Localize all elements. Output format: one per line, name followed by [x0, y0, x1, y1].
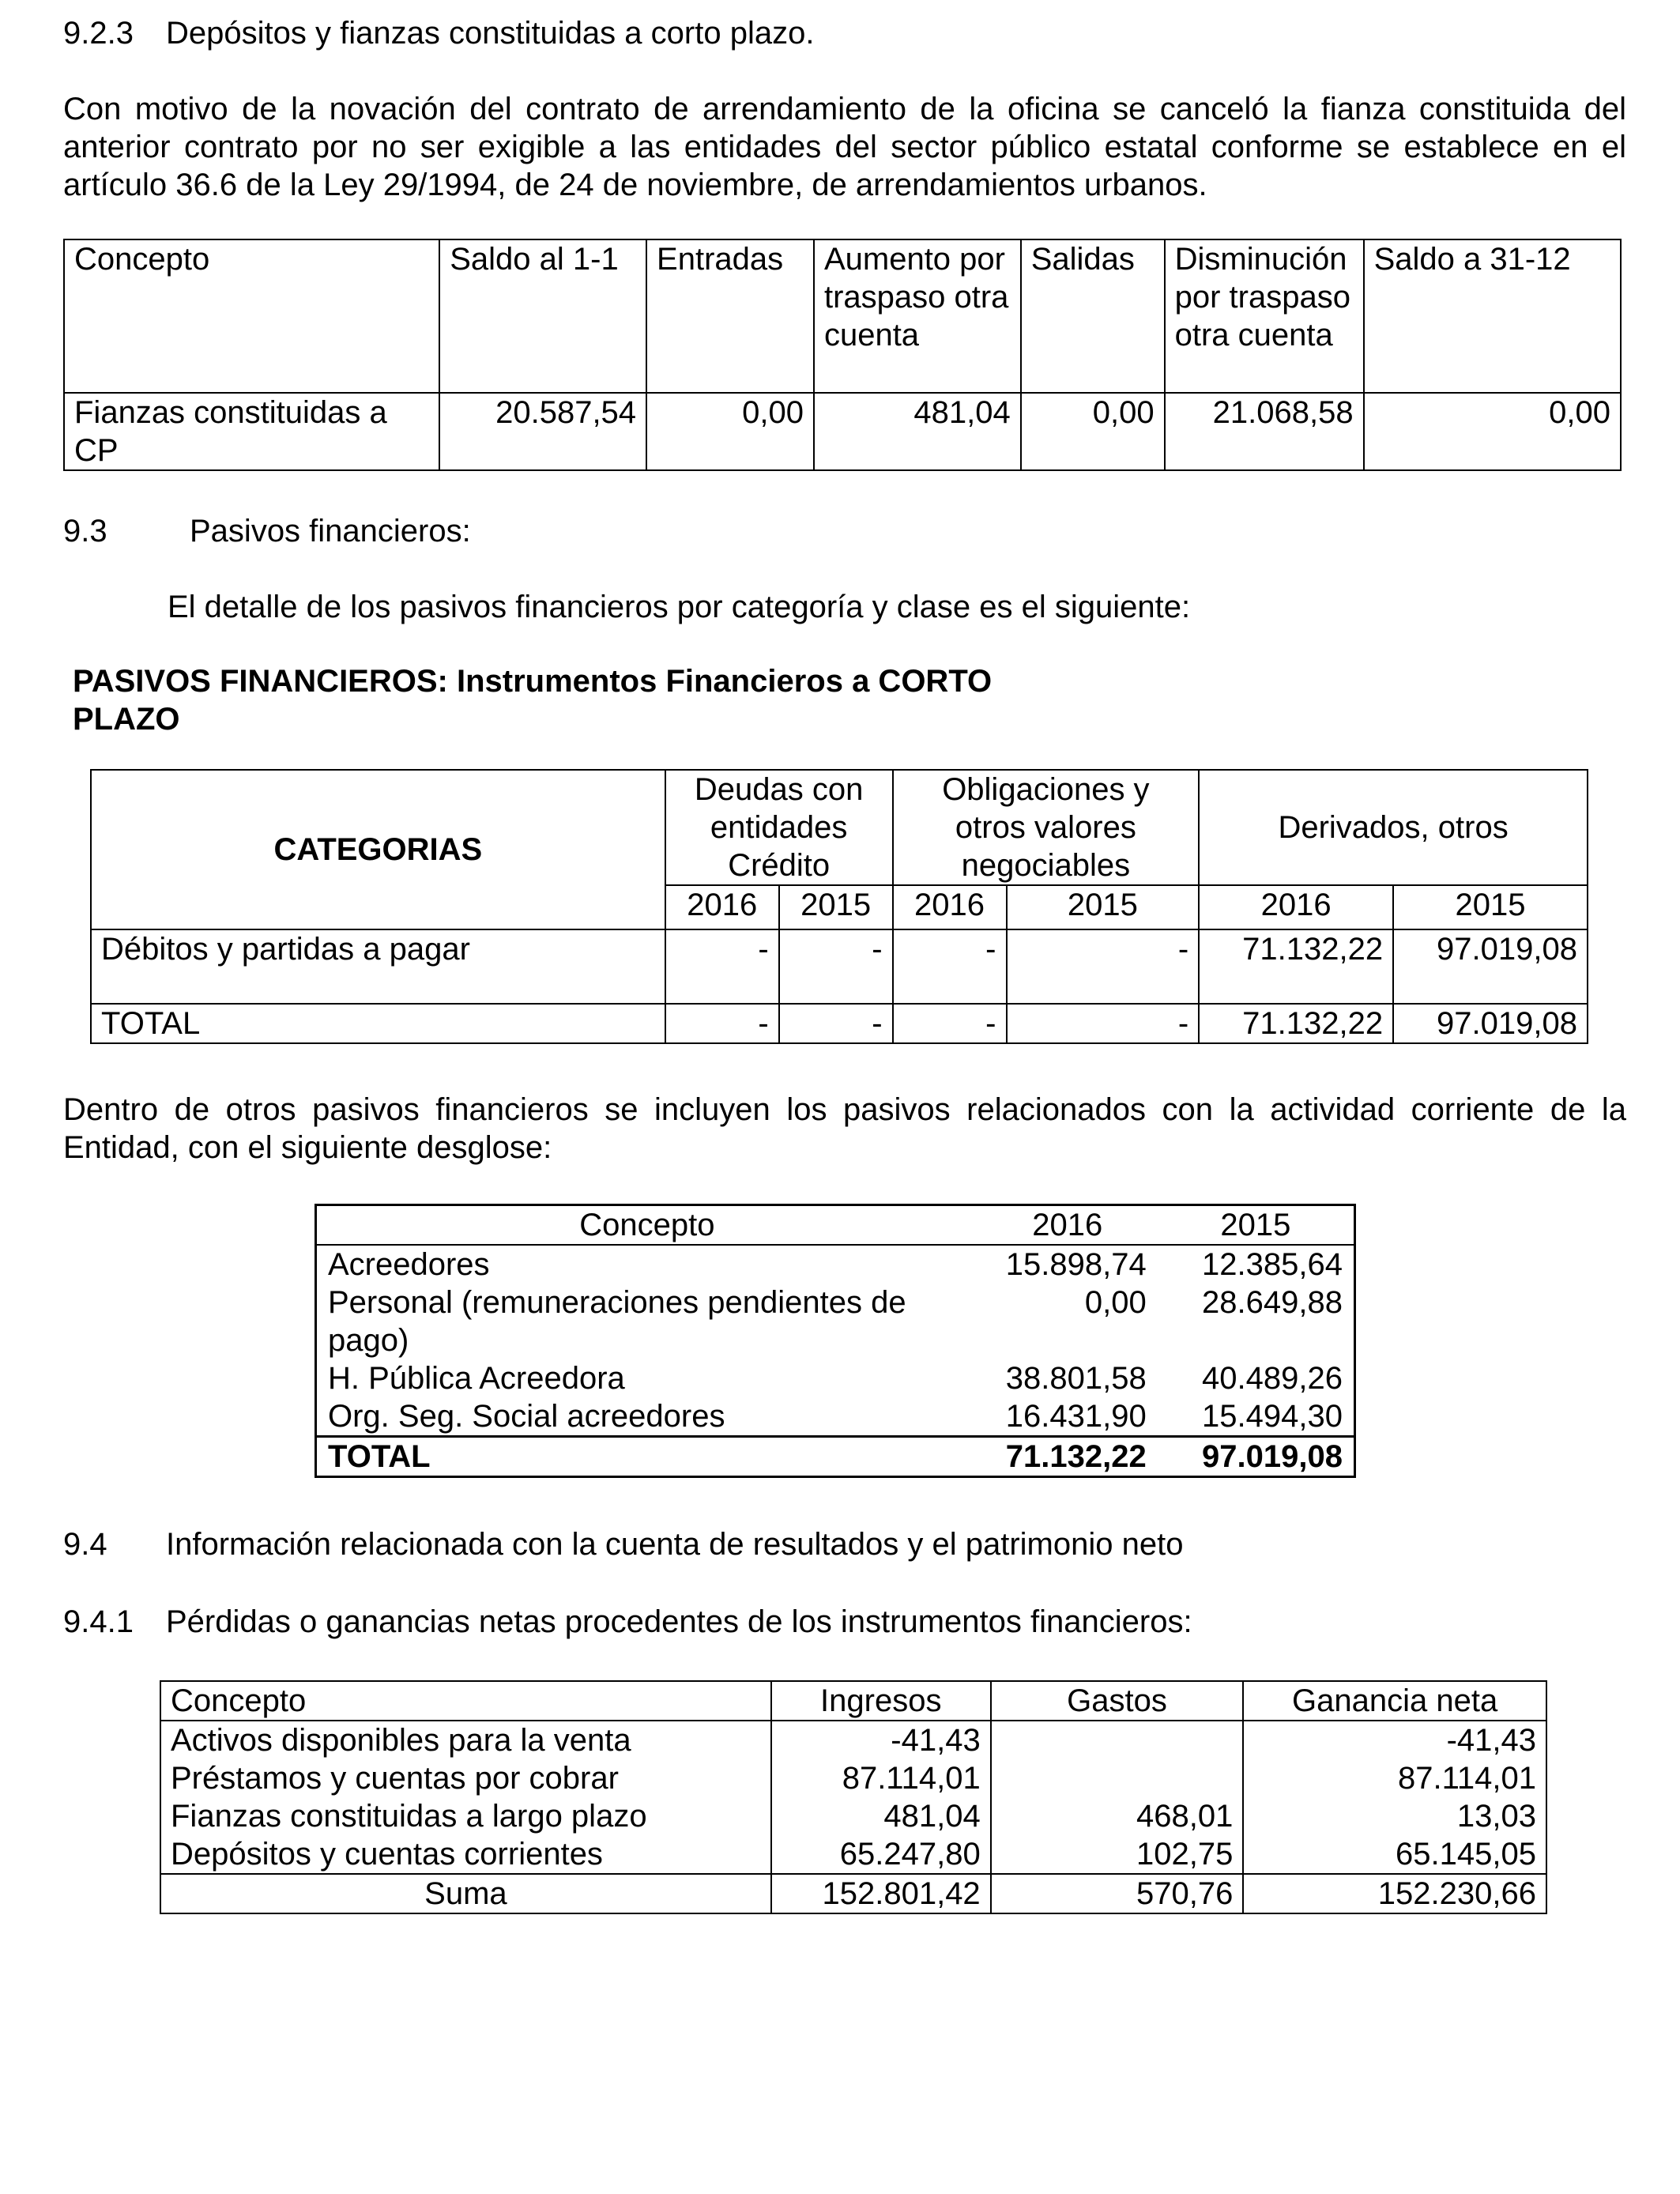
table-row — [316, 1245, 1355, 1284]
section-title: Pérdidas o ganancias netas procedentes de los instrumentos financieros: — [166, 1604, 1192, 1639]
table-header-row — [91, 770, 1588, 885]
header-cell: Concepto — [160, 1681, 771, 1721]
cell: 65.145,05 — [1243, 1835, 1546, 1874]
paragraph-detalle: El detalle de los pasivos financieros por categoría y clase es el siguiente: — [168, 590, 1191, 624]
cell: 0,00 — [1084, 1285, 1147, 1320]
header-cell: Saldo al 1-1 — [439, 239, 646, 393]
header-cell: Concepto — [64, 239, 439, 393]
header-cell: Saldo a 31-12 — [1364, 239, 1621, 393]
table-header-row — [64, 239, 1621, 393]
section-number: 9.2.3 — [63, 16, 134, 51]
sum-row — [160, 1874, 1546, 1913]
fianzas-table — [63, 239, 1622, 471]
cell: 12.385,64 — [1202, 1247, 1343, 1282]
year-cell: 2016 — [1199, 885, 1393, 929]
row-label: Acreedores — [328, 1247, 490, 1282]
row-label: Org. Seg. Social acreedores — [328, 1399, 725, 1434]
table-row — [316, 1397, 1355, 1437]
section-number: 9.4.1 — [63, 1604, 134, 1639]
cell: - — [893, 1004, 1007, 1043]
header-cell: Disminución por traspaso otra cuenta — [1165, 239, 1364, 393]
row-label: Depósitos y cuentas corrientes — [160, 1835, 771, 1874]
row-label: Activos disponibles para la venta — [160, 1721, 771, 1759]
year-cell: 2015 — [1393, 885, 1588, 929]
cell: - — [779, 1004, 893, 1043]
cell: 0,00 — [646, 393, 814, 470]
row-label: H. Pública Acreedora — [328, 1361, 625, 1396]
table-row — [160, 1721, 1546, 1759]
pasivos-financieros-table — [90, 769, 1588, 1044]
pasivos-heading: PASIVOS FINANCIEROS: Instrumentos Financieros a CORTO PLAZO — [73, 664, 993, 737]
section-title: Información relacionada con la cuenta de resultados y el patrimonio neto — [166, 1527, 1184, 1562]
cell: - — [665, 929, 779, 1004]
cell: 481,04 — [771, 1797, 991, 1835]
cell: 97.019,08 — [1393, 1004, 1588, 1043]
cell: 152.801,42 — [771, 1874, 991, 1913]
cell — [991, 1759, 1244, 1797]
row-label: TOTAL — [91, 1004, 665, 1043]
header-cell: Gastos — [991, 1681, 1244, 1721]
cell: - — [1007, 1004, 1200, 1043]
table-header-row — [160, 1681, 1546, 1721]
header-cell: Salidas — [1021, 239, 1165, 393]
cell: 15.494,30 — [1202, 1399, 1343, 1434]
section-title: Depósitos y fianzas constituidas a corto plazo. — [166, 16, 815, 51]
group-header: Obligaciones y otros valores negociables — [893, 770, 1200, 885]
table-row — [316, 1359, 1355, 1397]
row-label: Débitos y partidas a pagar — [91, 929, 665, 1004]
table-row — [91, 929, 1588, 1004]
cell: 71.132,22 — [1199, 1004, 1393, 1043]
header-cell: Ingresos — [771, 1681, 991, 1721]
cell: 21.068,58 — [1165, 393, 1364, 470]
header-cell: Concepto — [316, 1205, 977, 1246]
section-9-3-heading — [63, 512, 471, 550]
cell: 71.132,22 — [1199, 929, 1393, 1004]
cell: 570,76 — [991, 1874, 1244, 1913]
cell: 28.649,88 — [1202, 1285, 1343, 1320]
cell: 71.132,22 — [977, 1437, 1158, 1477]
header-cell: 2015 — [1158, 1205, 1355, 1246]
table-row — [316, 1284, 1355, 1359]
cell: 20.587,54 — [439, 393, 646, 470]
row-label: TOTAL — [316, 1437, 977, 1477]
row-label: Fianzas constituidas a CP — [64, 393, 439, 470]
cell: - — [893, 929, 1007, 1004]
header-cell: Aumento por traspaso otra cuenta — [814, 239, 1021, 393]
cell: -41,43 — [771, 1721, 991, 1759]
header-cell: 2016 — [977, 1205, 1158, 1246]
cell: 102,75 — [991, 1835, 1244, 1874]
row-label: Préstamos y cuentas por cobrar — [160, 1759, 771, 1797]
table-row — [160, 1797, 1546, 1835]
cell: 38.801,58 — [1005, 1361, 1147, 1396]
cell: 15.898,74 — [1005, 1247, 1147, 1282]
section-number: 9.4 — [63, 1527, 107, 1562]
header-cell: Entradas — [646, 239, 814, 393]
cell: - — [665, 1004, 779, 1043]
paragraph-fianza: Con motivo de la novación del contrato de arrendamiento de la oficina se canceló la fianza constituida del anterior contrato por no ser exigible a las entidades del sector público estatal conforme se establece en el artículo 36.6 de la Ley 29/1994, de 24 de noviembre, de arrendamientos urbanos. — [63, 92, 1626, 202]
cell: 16.431,90 — [1005, 1399, 1147, 1434]
table-row — [160, 1759, 1546, 1797]
year-cell: 2015 — [1007, 885, 1200, 929]
cell: 97.019,08 — [1393, 929, 1588, 1004]
cell: 13,03 — [1243, 1797, 1546, 1835]
year-cell: 2015 — [779, 885, 893, 929]
categorias-header: CATEGORIAS — [91, 770, 665, 929]
cell: 97.019,08 — [1158, 1437, 1355, 1477]
cell: 152.230,66 — [1243, 1874, 1546, 1913]
cell: 87.114,01 — [771, 1759, 991, 1797]
section-title: Pasivos financieros: — [190, 514, 471, 548]
table-header-row — [316, 1205, 1355, 1246]
cell: - — [779, 929, 893, 1004]
total-row — [316, 1437, 1355, 1477]
group-header: Deudas con entidades Crédito — [665, 770, 893, 885]
cell: 0,00 — [1021, 393, 1165, 470]
cell — [991, 1721, 1244, 1759]
row-label: Suma — [160, 1874, 771, 1913]
cell: 87.114,01 — [1243, 1759, 1546, 1797]
table-row — [160, 1835, 1546, 1874]
cell: -41,43 — [1243, 1721, 1546, 1759]
cell: 481,04 — [814, 393, 1021, 470]
row-label: Personal (remuneraciones pendientes de pago) — [328, 1285, 906, 1358]
section-9-4-1-heading — [63, 1603, 1192, 1641]
year-cell: 2016 — [893, 885, 1007, 929]
ganancias-table — [160, 1680, 1547, 1914]
group-header: Derivados, otros — [1199, 770, 1588, 885]
total-row — [91, 1004, 1588, 1043]
cell: 65.247,80 — [771, 1835, 991, 1874]
cell: 0,00 — [1364, 393, 1621, 470]
cell: 40.489,26 — [1202, 1361, 1343, 1396]
paragraph-desglose: Dentro de otros pasivos financieros se incluyen los pasivos relacionados con la actividad corriente de la Entidad, con el siguiente desglose: — [63, 1092, 1626, 1165]
desglose-table — [315, 1204, 1356, 1478]
section-number: 9.3 — [63, 514, 107, 548]
row-label: Fianzas constituidas a largo plazo — [160, 1797, 771, 1835]
header-cell: Ganancia neta — [1243, 1681, 1546, 1721]
cell: 468,01 — [991, 1797, 1244, 1835]
year-cell: 2016 — [665, 885, 779, 929]
section-9-2-3-heading — [63, 14, 814, 52]
section-9-4-heading — [63, 1525, 1183, 1563]
cell: - — [1007, 929, 1200, 1004]
table-row — [64, 393, 1621, 470]
